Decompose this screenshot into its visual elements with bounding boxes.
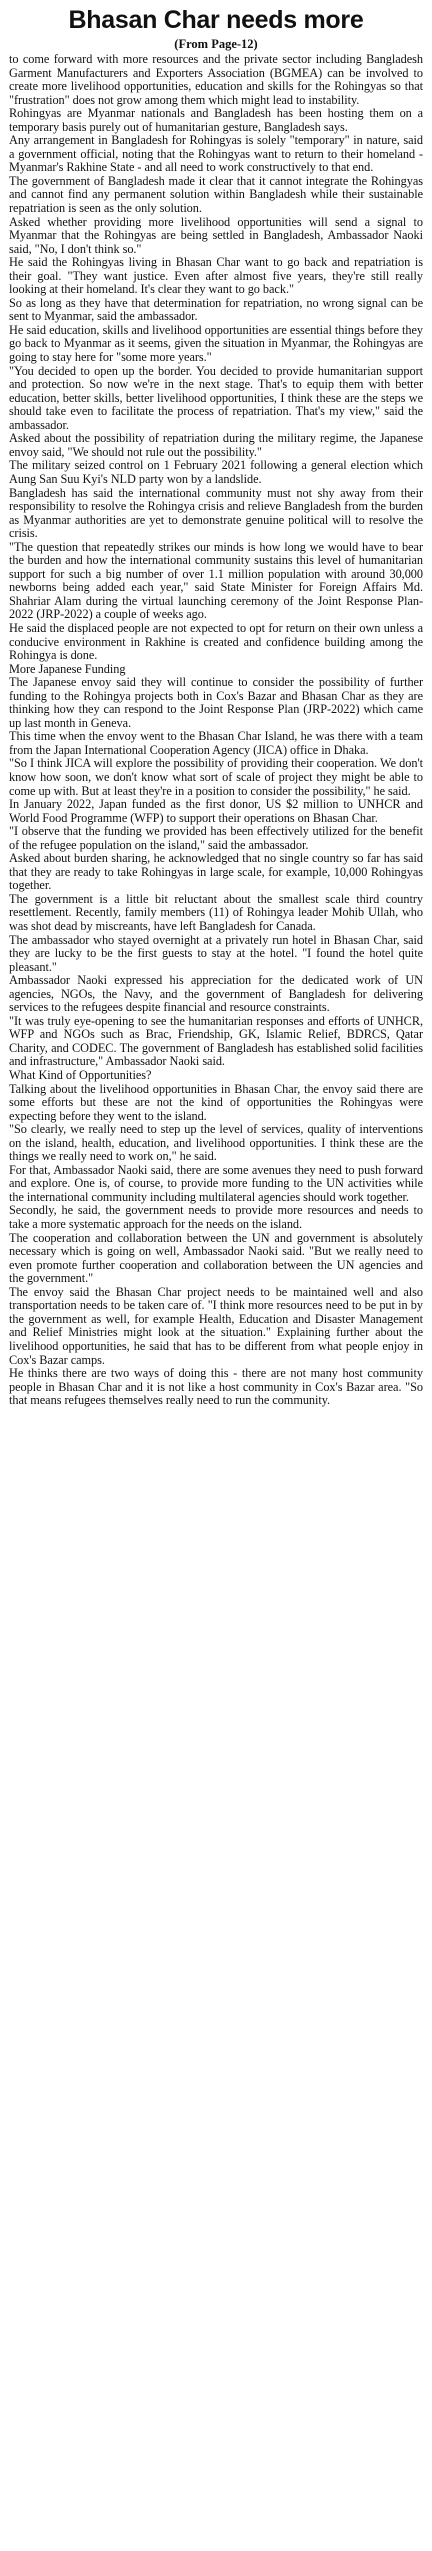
- headline: Bhasan Char needs more: [68, 6, 364, 34]
- article-paragraph: So as long as they have that determination for repatriation, no wrong signal can be sent to Myanmar, said the ambassador.: [9, 295, 423, 324]
- article-paragraph: In January 2022, Japan funded as the first donor, US $2 million to UNHCR and World Food Programme (WFP) to support their operations on Bhasan Char.: [9, 797, 423, 825]
- article-paragraph: Asked about the possibility of repatriation during the military regime, the Japanese envoy said, "We should not rule out the possibility.": [9, 431, 423, 459]
- article-paragraph: Secondly, he said, the government needs to provide more resources and needs to take a more systematic approach for the needs on the island.: [9, 1203, 423, 1232]
- article-paragraph: Asked about burden sharing, he acknowledged that no single country so far has said that they are ready to take Rohingyas in large scale, for example, 10,000 Rohingyas together.: [9, 851, 423, 893]
- section-subheading: What Kind of Opportunities?: [9, 1068, 152, 1083]
- article-paragraph: He said the Rohingyas living in Bhasan Char want to go back and repatriation is their goal. "They want justice. Even after almost five years, they're still really looking at their homeland. It's clear they want to go back.": [9, 255, 423, 297]
- article-paragraph: He said the displaced people are not expected to opt for return on their own unless a conducive environment in Rakhine is created and confidence building among the Rohingya is done.: [9, 620, 423, 663]
- article-paragraph: The Japanese envoy said they will continue to consider the possibility of further funding to the Rohingya projects both in Cox's Bazar and Bhasan Char as they are thinking how they can respond to the Joint Response Plan (JRP-2022) which came up last month in Geneva.: [9, 675, 423, 730]
- article-paragraph: The envoy said the Bhasan Char project needs to be maintained well and also transportation needs to be taken care of. "I think more resources need to be put in by the government as well, for example Health, Education and Disaster Management and Relief Ministries might look at the situation." Explaining further about the livelihood opportunities, he said that has to be different from what people enjoy in Cox's Bazar camps.: [9, 1284, 423, 1367]
- continued-from-label: (From Page-12): [174, 37, 258, 51]
- article-paragraph: "I observe that the funding we provided has been effectively utilized for the benefit of the refugee population on the island," said the ambassador.: [9, 824, 423, 852]
- article-paragraph: Bangladesh has said the international community must not shy away from their responsibility to resolve the Rohingya crisis and relieve Bangladesh from the burden as Myanmar authorities are yet to demonstrate genuine political will to resolve the crisis.: [9, 485, 423, 541]
- article-paragraph: Ambassador Naoki expressed his appreciation for the dedicated work of UN agencies, NGOs, the Navy, and the government of Bangladesh for delivering services to the refugees despite financial and resource constraints.: [9, 973, 423, 1015]
- article-paragraph: "So I think JICA will explore the possibility of providing their cooperation. We don't know how soon, we don't know what sort of scale of project they might be able to come up with. But at least they're in a position to consider the possibility," he said.: [9, 756, 423, 798]
- article-paragraph: He thinks there are two ways of doing this - there are not many host community people in Bhasan Char and it is not like a host community in Cox's Bazar area. "So that means refugees themselves really need to run the community.: [9, 1366, 423, 1408]
- article-paragraph: "It was truly eye-opening to see the humanitarian responses and efforts of UNHCR, WFP and NGOs such as Brac, Friendship, GK, Islamic Relief, BDRCS, Qatar Charity, and CODEC. The government of Bangladesh has established solid facilities and infrastructure," Ambassador Naoki said.: [9, 1013, 423, 1069]
- article-paragraph: For that, Ambassador Naoki said, there are some avenues they need to push forward and explore. One is, of course, to provide more funding to the UN activities while the international community including multilateral agencies should work together.: [9, 1162, 423, 1204]
- article-paragraph: The military seized control on 1 February 2021 following a general election which Aung San Suu Kyi's NLD party won by a landslide.: [9, 458, 423, 486]
- article-body: [9, 53, 423, 1408]
- article-paragraph: Talking about the livelihood opportunities in Bhasan Char, the envoy said there are some efforts but these are not the kind of opportunities the Rohingyas were expecting before they went to the island.: [9, 1081, 423, 1123]
- article-paragraph: Asked whether providing more livelihood opportunities will send a signal to Myanmar that the Rohingyas are being settled in Bangladesh, Ambassador Naoki said, "No, I don't think so.": [9, 214, 423, 256]
- article-paragraph: This time when the envoy went to the Bhasan Char Island, he was there with a team from the Japan International Cooperation Agency (JICA) office in Dhaka.: [9, 729, 423, 757]
- article-paragraph: Any arrangement in Bangladesh for Rohingyas is solely "temporary" in nature, said a government official, noting that the Rohingyas want to return to their homeland - Myanmar's Rakhine State - and all need to work constructively to that end.: [9, 133, 423, 175]
- article-paragraph: "You decided to open up the border. You decided to provide humanitarian support and protection. So now we're in the next stage. That's to equip them with better education, better skills, better livelihood opportunities, I think these are the steps we should take even to facilitate the process of repatriation. That's my view," said the ambassador.: [9, 363, 423, 432]
- article-paragraph: He said education, skills and livelihood opportunities are essential things before they go back to Myanmar as it seems, given the situation in Myanmar, the Rohingyas are going to stay here for "some more years.": [9, 322, 423, 365]
- article-paragraph: The government is a little bit reluctant about the smallest scale third country resettlement. Recently, family members (11) of Rohingya leader Mohib Ullah, who was shot dead by miscreants, have left Bangladesh for Canada.: [9, 891, 423, 933]
- section-subheading: More Japanese Funding: [9, 661, 126, 676]
- article-paragraph: The cooperation and collaboration between the UN and government is absolutely necessary which is going on well, Ambassador Naoki said. "But we really need to even promote further cooperation and collaboration between the UN agencies and the government.": [9, 1230, 423, 1286]
- article-paragraph: Rohingyas are Myanmar nationals and Bangladesh has been hosting them on a temporary basis purely out of humanitarian gesture, Bangladesh says.: [9, 106, 423, 134]
- article-paragraph: The ambassador who stayed overnight at a privately run hotel in Bhasan Char, said they are lucky to be the first guests to stay at the hotel. "I found the hotel quite pleasant.": [9, 932, 423, 974]
- article-paragraph: The government of Bangladesh made it clear that it cannot integrate the Rohingyas and cannot find any permanent solution within Bangladesh while their sustainable repatriation is seen as the only solution.: [9, 173, 423, 216]
- article-paragraph: to come forward with more resources and the private sector including Bangladesh Garment Manufacturers and Exporters Association (BGMEA) can be involved to create more livelihood opportunities, education and skills for the Rohingyas so that "frustration" does not grow among them which might lead to instability.: [9, 52, 423, 107]
- article-paragraph: "The question that repeatedly strikes our minds is how long we would have to bear the burden and how the international community sustains this level of humanitarian support for such a big number of over 1.1 million population with around 30,000 newborns being added each year," said State Minister for Foreign Affairs Md. Shahriar Alam during the virtual launching ceremony of the Joint Response Plan-2022 (JRP-2022) a couple of weeks ago.: [9, 539, 423, 622]
- article-paragraph: "So clearly, we really need to step up the level of services, quality of interventions on the island, health, education, and livelihood opportunities. I think these are the things we really need to work on," he said.: [9, 1122, 423, 1164]
